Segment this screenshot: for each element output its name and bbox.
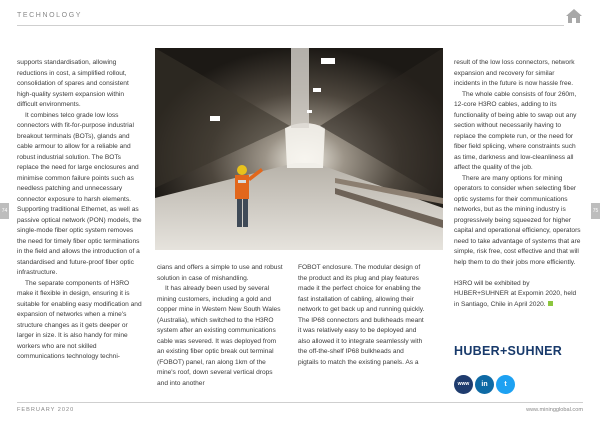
paragraph: There are many options for mining operators to consider when selecting fiber optic systems for their communications networks, but as the mining industry is progressively being squeezed for higher capital and operational efficiency, operators need to take advantage of systems that are simple, risk free, cost effective and that will help them to do their jobs more efficiently. bbox=[454, 174, 581, 266]
paragraph: The separate components of H3RO make it flexible in design, ensuring it is suitable for enabling easy modification and expansion of networks when a mine's structure changes as it gets deeper or larger in size. It is also handy for mine workers who are not skilled communications technology techni- bbox=[17, 279, 142, 360]
page-number-right: 75 bbox=[591, 203, 600, 219]
paragraph: result of the low loss connectors, network expansion and recovery for similar incidents in the future is now hassle free. bbox=[454, 59, 575, 87]
linkedin-icon[interactable]: in bbox=[475, 375, 494, 394]
closing-paragraph bbox=[454, 279, 582, 311]
text-column-1 bbox=[17, 58, 144, 363]
text-column-2 bbox=[157, 263, 285, 389]
huber-suhner-logo: HUBER+SUHNER bbox=[454, 344, 563, 358]
section-title: TECHNOLOGY bbox=[17, 12, 83, 19]
paragraph: It has already been used by several mining customers, including a gold and copper mine in Western New South Wales (Australia), which switched to the H3RO system after an existing communications cable was severed. It was deployed from an existing fiber optic break out terminal (FOBOT) panel, ran along 1km of the mine's roof, down several vertical drops and into another bbox=[157, 285, 281, 387]
text-column-3 bbox=[298, 263, 426, 368]
footer-url[interactable]: www.miningglobal.com bbox=[526, 407, 583, 413]
end-mark-icon bbox=[548, 301, 553, 306]
website-icon[interactable]: www bbox=[454, 375, 473, 394]
twitter-icon[interactable]: t bbox=[496, 375, 515, 394]
paragraph: The whole cable consists of four 260m, 12-core H3RO cables, adding to its functionality of being able to swap out any section without necessarily having to replace the complete run, or the need for fiber field splicing, where constraints such as time, darkness and low-cleanliness all affect the quality of the job. bbox=[454, 90, 577, 171]
home-icon[interactable] bbox=[565, 8, 583, 24]
footer-date: FEBRUARY 2020 bbox=[17, 407, 75, 413]
mine-tunnel-photo bbox=[155, 48, 443, 250]
text-column-4 bbox=[454, 58, 582, 310]
paragraph: FOBOT enclosure. The modular design of the product and its plug and play features made it the perfect choice for enabling the fast installation of cabling, allowing their network to get back up and running quickly. The IP68 connectors and bulkheads meant it was relatively easy to be deployed and also allowed it to integrate seamlessly with the off-the-shelf IP68 bulkheads and pigtails to match the existing panels. As a bbox=[298, 264, 425, 366]
paragraph: cians and offers a simple to use and robust solution in case of mishandling. bbox=[157, 264, 283, 282]
page-number-left: 74 bbox=[0, 203, 9, 219]
paragraph: It combines telco grade low loss connectors with fit-for-purpose industrial breakout terminals (BOTs), glands and cable armour to allow for a reliable and robust industrial solution. The BOTs replace the need for large enclosures and minimise common failure points such as needless patching and unnecessary connector exposure to harsh elements. Supporting traditional Ethernet, as well as passive optical network (PON) models, the single-mode fiber optic system removes the need for timely fiber optic terminations in the field and allows the introduction of a standardised and future-proof fiber optic infrastructure. bbox=[17, 111, 142, 276]
footer-divider bbox=[17, 402, 583, 403]
paragraph: supports standardisation, allowing reductions in cost, a simplified rollout, consolidation of spares and consistent high-quality system expansion within difficult environments. bbox=[17, 59, 129, 108]
header-divider bbox=[17, 25, 564, 26]
closing-text: H3RO will be exhibited by HUBER+SUHNER at Expomin 2020, held in Santiago, Chile in April 2020. bbox=[454, 279, 577, 308]
